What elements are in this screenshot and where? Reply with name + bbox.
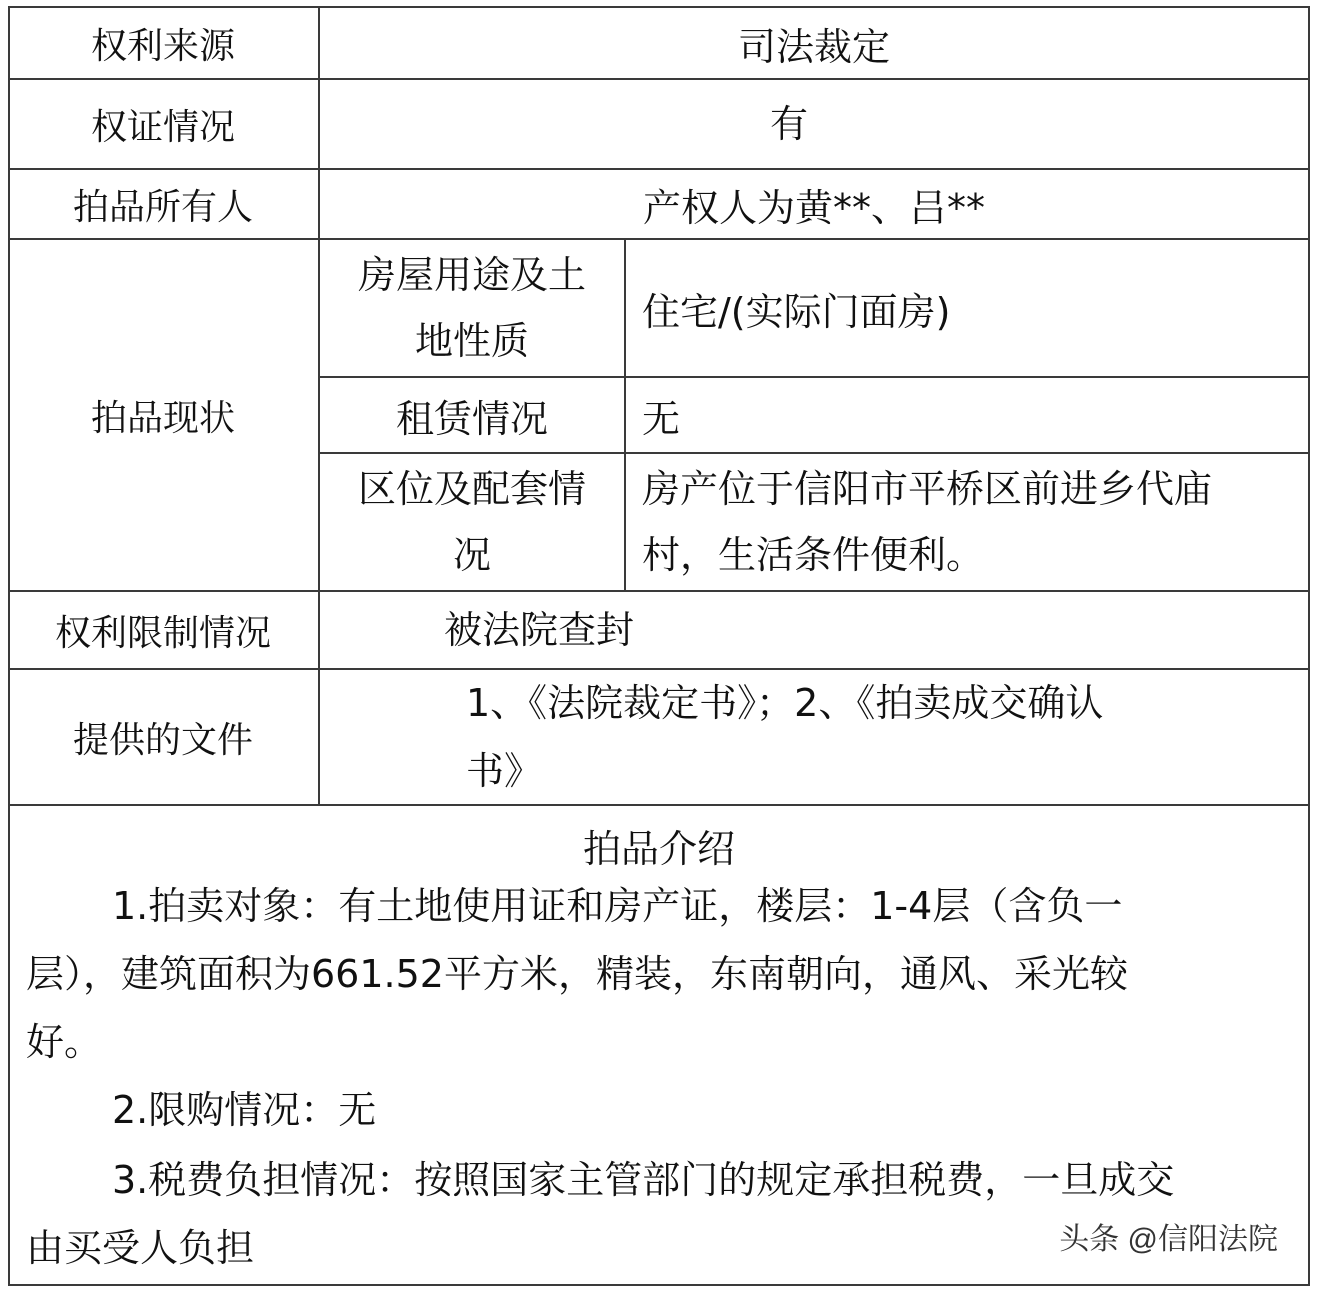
intro-p1-line3: 好。 [26, 1020, 103, 1064]
location-value [642, 454, 1306, 590]
row-divider [8, 804, 1310, 806]
documents-value-line2: 书》 [466, 749, 543, 793]
column-divider [624, 238, 626, 592]
location-value-line1: 房产位于信阳市平桥区前进乡代庙 [642, 467, 1213, 511]
intro-p3-line2: 由买受人负担 [26, 1226, 255, 1270]
intro-p3-line1: 3.税费负担情况：按照国家主管部门的规定承担税费，一旦成交 [112, 1158, 1175, 1202]
restriction-label: 权利限制情况 [54, 612, 271, 654]
location-value-line2: 村，生活条件便利。 [642, 533, 985, 577]
certificate-label: 权证情况 [90, 106, 235, 148]
lease-label: 租赁情况 [395, 396, 548, 441]
location-label-line2: 况 [452, 533, 491, 577]
intro-title: 拍品介绍 [582, 827, 735, 871]
intro-paragraph-1 [26, 872, 1298, 1076]
documents-value [466, 670, 1304, 804]
restriction-value: 被法院查封 [444, 607, 635, 652]
usage-value: 住宅/(实际门面房) [642, 289, 951, 334]
status-label: 拍品现状 [90, 397, 235, 439]
documents-label: 提供的文件 [72, 719, 253, 761]
intro-p1-line1: 1.拍卖对象：有土地使用证和房产证，楼层：1-4层（含负一 [112, 884, 1123, 928]
intro-paragraph-2 [26, 1076, 1298, 1144]
source-value: 司法裁定 [737, 24, 890, 69]
usage-label [320, 240, 624, 376]
usage-label-line1: 房屋用途及土 [357, 253, 586, 297]
location-label [320, 454, 624, 590]
usage-label-line2: 地性质 [414, 319, 529, 363]
intro-p1-line2: 层），建筑面积为661.52平方米，精装，东南朝向，通风、采光较 [26, 952, 1128, 996]
source-label: 权利来源 [90, 25, 235, 67]
certificate-value: 有 [769, 101, 808, 146]
lease-value: 无 [642, 396, 681, 441]
auction-info-document [8, 6, 1310, 1286]
owner-value: 产权人为黄**、吕** [642, 185, 985, 230]
table-border-bottom [8, 1284, 1310, 1286]
owner-label: 拍品所有人 [72, 186, 253, 228]
table-border-right [1308, 6, 1310, 1286]
intro-p2: 2.限购情况：无 [112, 1088, 377, 1132]
location-label-line1: 区位及配套情 [357, 467, 586, 511]
documents-value-line1: 1、《法院裁定书》；2、《拍卖成交确认 [466, 681, 1104, 725]
watermark-text: 头条 @信阳法院 [1059, 1223, 1278, 1256]
